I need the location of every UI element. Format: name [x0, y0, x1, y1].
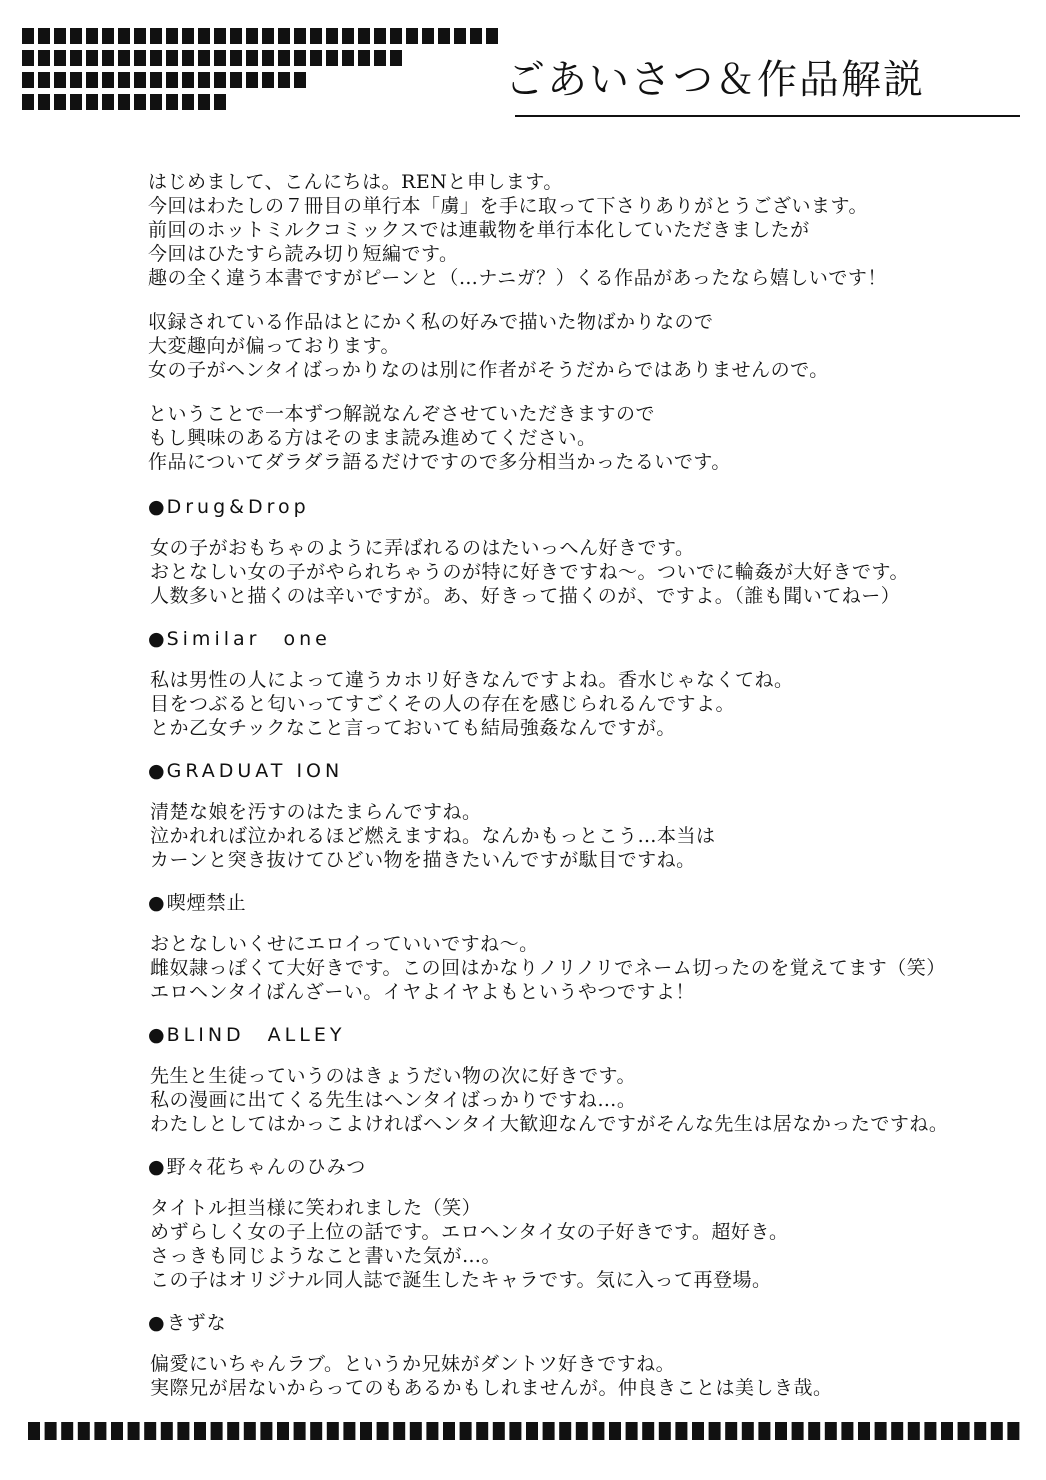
pattern-block — [377, 1422, 389, 1440]
section-title-text: Drug&Drop — [166, 496, 310, 518]
pattern-block — [294, 50, 306, 66]
pattern-block — [626, 1422, 638, 1440]
pattern-block — [725, 1422, 737, 1440]
pattern-block — [198, 50, 210, 66]
pattern-block — [70, 94, 82, 110]
text-line: 先生と生徒っていうのはきょうだい物の次に好きです。 — [150, 1065, 636, 1087]
pattern-block — [374, 50, 386, 66]
pattern-block — [426, 1422, 438, 1440]
work-section — [148, 890, 946, 1004]
text-line: わたしとしてはかっこよければヘンタイ大歓迎なんですがそんな先生は居なかったですね。 — [150, 1113, 949, 1135]
pattern-block — [260, 1422, 272, 1440]
text-line: 実際兄が居ないからってのもあるかもしれませんが。仲良きことは美しき哉。 — [150, 1377, 833, 1399]
pattern-block — [230, 50, 242, 66]
header-block-pattern — [22, 28, 502, 118]
pattern-block — [86, 72, 98, 88]
pattern-block — [991, 1422, 1003, 1440]
pattern-block — [294, 28, 306, 44]
pattern-block — [182, 94, 194, 110]
pattern-block — [118, 28, 130, 44]
section-body — [148, 1196, 918, 1292]
pattern-block — [22, 50, 34, 66]
pattern-block — [390, 28, 402, 44]
text-line: おとなしい女の子がやられちゃうのが特に好きですね～。ついでに輪姦が大好きです。 — [150, 561, 909, 583]
section-title — [148, 1154, 918, 1180]
pattern-block — [476, 1422, 488, 1440]
pattern-block — [244, 1422, 256, 1440]
pattern-block — [230, 28, 242, 44]
pattern-block — [891, 1422, 903, 1440]
section-title-text: BLIND ALLEY — [166, 1024, 346, 1046]
pattern-block — [390, 50, 402, 66]
section-body — [148, 536, 918, 608]
pattern-block — [642, 1422, 654, 1440]
pattern-block — [792, 1422, 804, 1440]
text-line: 偏愛にいちゃんラブ。というか兄妹がダントツ好きですね。 — [150, 1353, 676, 1375]
pattern-block — [974, 1422, 986, 1440]
pattern-block — [294, 72, 306, 88]
pattern-block — [775, 1422, 787, 1440]
pattern-block — [134, 94, 146, 110]
intro — [148, 170, 918, 474]
pattern-block — [709, 1422, 721, 1440]
pattern-block — [182, 72, 194, 88]
pattern-block — [118, 94, 130, 110]
pattern-block — [214, 72, 226, 88]
bullet-icon: ● — [148, 760, 165, 782]
pattern-block — [150, 94, 162, 110]
intro-paragraph — [148, 402, 918, 474]
pattern-block — [54, 72, 66, 88]
section-body — [148, 800, 918, 872]
bullet-icon: ● — [148, 1024, 165, 1046]
pattern-block — [1007, 1422, 1019, 1440]
work-section — [148, 1310, 918, 1400]
work-section — [148, 1154, 918, 1292]
pattern-block — [198, 72, 210, 88]
pattern-block — [118, 50, 130, 66]
pattern-block — [958, 1422, 970, 1440]
bullet-icon: ● — [148, 1156, 165, 1178]
pattern-block — [526, 1422, 538, 1440]
pattern-block — [559, 1422, 571, 1440]
page-title: ごあいさつ＆作品解説 — [505, 57, 925, 103]
pattern-block — [22, 28, 34, 44]
pattern-block — [742, 1422, 754, 1440]
pattern-block — [343, 1422, 355, 1440]
pattern-block — [134, 72, 146, 88]
pattern-block — [609, 1422, 621, 1440]
pattern-block — [161, 1422, 173, 1440]
pattern-block — [659, 1422, 671, 1440]
pattern-block — [592, 1422, 604, 1440]
pattern-block — [134, 50, 146, 66]
section-title — [148, 626, 918, 652]
pattern-block — [194, 1422, 206, 1440]
pattern-block — [214, 28, 226, 44]
text-line: 大変趣向が偏っております。 — [148, 335, 400, 357]
text-line: 泣かれれば泣かれるほど燃えますね。なんかもっとこう…本当は — [150, 825, 716, 847]
pattern-block — [576, 1422, 588, 1440]
pattern-block — [908, 1422, 920, 1440]
pattern-block — [406, 28, 418, 44]
pattern-block — [22, 94, 34, 110]
pattern-block — [61, 1422, 73, 1440]
pattern-block — [22, 72, 34, 88]
text-line: 作品についてダラダラ語るだけですので多分相当かったるいです。 — [148, 451, 731, 473]
section-title — [148, 758, 918, 784]
pattern-block — [360, 1422, 372, 1440]
section-title-text: きずな — [166, 1312, 227, 1334]
pattern-block — [70, 28, 82, 44]
pattern-block — [692, 1422, 704, 1440]
pattern-block — [327, 1422, 339, 1440]
pattern-block — [28, 1422, 40, 1440]
pattern-block — [858, 1422, 870, 1440]
pattern-block — [214, 50, 226, 66]
pattern-block — [134, 28, 146, 44]
pattern-block — [262, 50, 274, 66]
pattern-block — [924, 1422, 936, 1440]
text-line: さっきも同じようなこと書いた気が…。 — [150, 1245, 502, 1267]
text-line: 今回はひたすら読み切り短編です。 — [148, 243, 459, 265]
text-line: 前回のホットミルクコミックスでは連載物を単行本化していただきましたが — [148, 219, 810, 241]
pattern-block — [102, 28, 114, 44]
pattern-block — [262, 72, 274, 88]
work-section — [148, 1022, 949, 1136]
pattern-block — [443, 1422, 455, 1440]
pattern-block — [454, 28, 466, 44]
pattern-block — [875, 1422, 887, 1440]
pattern-block — [128, 1422, 140, 1440]
pattern-block — [70, 72, 82, 88]
pattern-block — [246, 72, 258, 88]
pattern-block — [166, 94, 178, 110]
pattern-block — [86, 28, 98, 44]
section-title-text: 野々花ちゃんのひみつ — [166, 1156, 367, 1178]
pattern-block — [310, 1422, 322, 1440]
pattern-block — [70, 50, 82, 66]
pattern-block — [38, 50, 50, 66]
pattern-block — [144, 1422, 156, 1440]
pattern-block — [326, 50, 338, 66]
pattern-block — [38, 72, 50, 88]
text-line: 今回はわたしの７冊目の単行本「虜」を手に取って下さりありがとうございます。 — [148, 195, 868, 217]
pattern-block — [198, 94, 210, 110]
pattern-block — [486, 28, 498, 44]
text-line: おとなしいくせにエロイっていいですね～。 — [150, 933, 539, 955]
pattern-block — [150, 72, 162, 88]
section-title-text: GRADUAT ION — [166, 760, 344, 782]
pattern-block — [374, 28, 386, 44]
text-line: 清楚な娘を汚すのはたまらんですね。 — [150, 801, 482, 823]
document-body — [148, 170, 949, 1400]
work-commentary-list — [148, 494, 949, 1400]
section-body — [148, 1064, 949, 1136]
text-line: とか乙女チックなこと言っておいても結局強姦なんですが。 — [150, 717, 676, 739]
text-line: 女の子がおもちゃのように弄ばれるのはたいっへん好きです。 — [150, 537, 695, 559]
text-line: 私は男性の人によって違うカホリ好きなんですよね。香水じゃなくてね。 — [150, 669, 794, 691]
text-line: カーンと突き抜けてひどい物を描きたいんですが駄目ですね。 — [150, 849, 696, 871]
pattern-block — [278, 50, 290, 66]
text-line: はじめまして、こんにちは。RENと申します。 — [148, 171, 563, 193]
pattern-block — [38, 28, 50, 44]
pattern-block — [509, 1422, 521, 1440]
pattern-block — [246, 50, 258, 66]
work-section — [148, 758, 918, 872]
bullet-icon: ● — [148, 892, 165, 914]
pattern-block — [150, 28, 162, 44]
text-line: タイトル担当様に笑われました（笑） — [150, 1197, 482, 1219]
pattern-block — [393, 1422, 405, 1440]
pattern-block — [278, 28, 290, 44]
text-line: めずらしく女の子上位の話です。エロヘンタイ女の子好きです。超好き。 — [150, 1221, 789, 1243]
pattern-block — [758, 1422, 770, 1440]
work-section — [148, 494, 918, 608]
pattern-block — [54, 94, 66, 110]
pattern-block — [166, 72, 178, 88]
section-title — [148, 1022, 918, 1048]
section-body — [148, 668, 918, 740]
text-line: 人数多いと描くのは辛いですが。あ、好きって描くのが、ですよ。（誰も聞いてねー） — [150, 585, 901, 607]
bullet-icon: ● — [148, 628, 165, 650]
pattern-block — [118, 72, 130, 88]
pattern-block — [278, 72, 290, 88]
pattern-block — [326, 28, 338, 44]
pattern-block — [342, 50, 354, 66]
pattern-block — [841, 1422, 853, 1440]
work-section — [148, 626, 918, 740]
footer-block-pattern — [28, 1420, 1028, 1444]
pattern-block — [438, 28, 450, 44]
pattern-block — [277, 1422, 289, 1440]
pattern-block — [166, 50, 178, 66]
pattern-block — [86, 94, 98, 110]
pattern-block — [54, 28, 66, 44]
text-line: 趣の全く違う本書ですがピーンと（…ナニガ？）くる作品があったなら嬉しいです！ — [148, 267, 887, 289]
pattern-block — [410, 1422, 422, 1440]
pattern-block — [941, 1422, 953, 1440]
header-band — [0, 0, 1046, 130]
pattern-block — [102, 72, 114, 88]
pattern-block — [166, 28, 178, 44]
text-line: 目をつぶると匂いってすごくその人の存在を感じられるんですよ。 — [150, 693, 736, 715]
pattern-block — [358, 50, 370, 66]
pattern-block — [111, 1422, 123, 1440]
section-title — [148, 890, 918, 916]
text-line: もし興味のある方はそのまま読み進めてください。 — [148, 427, 597, 449]
pattern-block — [808, 1422, 820, 1440]
pattern-block — [543, 1422, 555, 1440]
pattern-block — [54, 50, 66, 66]
pattern-block — [342, 28, 354, 44]
title-underline — [515, 115, 1020, 117]
pattern-block — [94, 1422, 106, 1440]
text-line: 収録されている作品はとにかく私の好みで描いた物ばかりなので — [148, 311, 714, 333]
text-line: この子はオリジナル同人誌で誕生したキャラです。気に入って再登場。 — [150, 1269, 772, 1291]
pattern-block — [294, 1422, 306, 1440]
pattern-block — [470, 28, 482, 44]
pattern-block — [150, 50, 162, 66]
section-body — [148, 932, 946, 1004]
pattern-block — [230, 72, 242, 88]
pattern-block — [102, 50, 114, 66]
pattern-block — [675, 1422, 687, 1440]
section-title — [148, 1310, 918, 1336]
section-title — [148, 494, 918, 520]
text-line: 女の子がヘンタイばっかりなのは別に作者がそうだからではありませんので。 — [148, 359, 829, 381]
intro-paragraph — [148, 310, 918, 382]
text-line: エロヘンタイばんざーい。イヤよイヤよもというやつですよ！ — [150, 981, 695, 1003]
pattern-block — [246, 28, 258, 44]
section-title-text: Similar one — [166, 628, 331, 650]
bullet-icon: ● — [148, 496, 165, 518]
pattern-block — [310, 50, 322, 66]
pattern-block — [78, 1422, 90, 1440]
pattern-block — [102, 94, 114, 110]
pattern-block — [262, 28, 274, 44]
pattern-block — [177, 1422, 189, 1440]
pattern-block — [460, 1422, 472, 1440]
pattern-block — [182, 50, 194, 66]
pattern-block — [86, 50, 98, 66]
pattern-block — [825, 1422, 837, 1440]
text-line: 私の漫画に出てくる先生はヘンタイばっかりですね…。 — [150, 1089, 637, 1111]
intro-paragraph — [148, 170, 918, 290]
pattern-block — [182, 28, 194, 44]
pattern-block — [211, 1422, 223, 1440]
text-line: ということで一本ずつ解説なんぞさせていただきますので — [148, 403, 656, 425]
pattern-block — [310, 28, 322, 44]
section-body — [148, 1352, 918, 1400]
pattern-block — [493, 1422, 505, 1440]
pattern-block — [45, 1422, 57, 1440]
pattern-block — [198, 28, 210, 44]
section-title-text: 喫煙禁止 — [166, 892, 247, 914]
pattern-block — [38, 94, 50, 110]
text-line: 雌奴隷っぽくて大好きです。この回はかなりノリノリでネーム切ったのを覚えてます（笑） — [150, 957, 946, 979]
pattern-block — [358, 28, 370, 44]
bullet-icon: ● — [148, 1312, 165, 1334]
pattern-block — [422, 28, 434, 44]
pattern-block — [227, 1422, 239, 1440]
pattern-block — [214, 94, 226, 110]
